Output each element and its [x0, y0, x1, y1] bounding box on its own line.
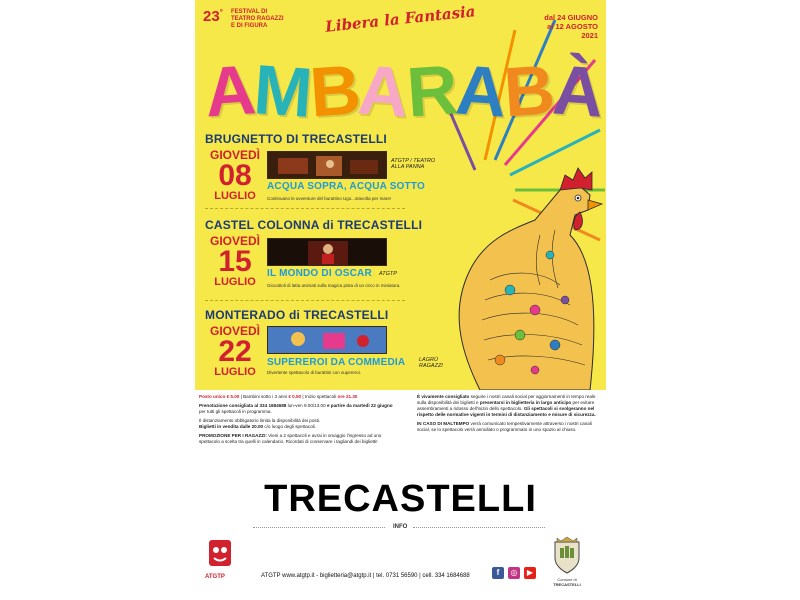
town-name: TRECASTELLI	[264, 478, 537, 520]
title-letter: À	[550, 50, 604, 132]
poster	[195, 0, 606, 600]
show-date: GIOVEDÌ 08 LUGLIO	[209, 148, 260, 202]
show-company: LAGRÙ RAGAZZI	[419, 357, 443, 369]
rooster-illustration	[440, 160, 605, 390]
info-divider-left	[253, 527, 385, 528]
show-title: IL MONDO DI OSCAR	[267, 268, 372, 279]
show-venue: CASTEL COLONNA di TRECASTELLI	[205, 218, 423, 232]
title-letter: A	[452, 50, 507, 132]
youtube-icon[interactable]: ▶	[524, 567, 536, 579]
show-photo	[267, 151, 387, 179]
title-letter: B	[501, 50, 556, 132]
title-letter: B	[307, 50, 362, 132]
poster-yellow-area	[195, 0, 606, 390]
show-photo	[267, 326, 387, 354]
info-label: INFO	[393, 524, 408, 530]
facebook-icon[interactable]: f	[492, 567, 504, 579]
title-letter: M	[250, 50, 313, 132]
show-venue: MONTERADO di TRECASTELLI	[205, 308, 389, 322]
festival-description: FESTIVAL DI TEATRO RAGAZZI E DI FIGURA	[231, 9, 284, 29]
atgtp-label: ATGTP	[205, 574, 225, 580]
show-description: Giocattoli di latta animati sulla magica pista di un circo in miniatura.	[267, 283, 401, 288]
show-description: Divertente spettacolo di burattini con supereroi.	[267, 370, 362, 375]
atgtp-logo-icon	[207, 538, 233, 572]
show-title: ACQUA SOPRA, ACQUA SOTTO	[267, 181, 425, 192]
show-title: SUPEREROI DA COMMEDIA	[267, 357, 406, 368]
show-company: ATGTP / TEATRO ALLA PANNA	[391, 158, 436, 170]
show-venue: BRUGNETTO DI TRECASTELLI	[205, 132, 387, 146]
festival-title	[202, 48, 604, 132]
show-company: ATGTP	[379, 271, 397, 277]
tagline: Libera la Fantasia	[324, 2, 477, 36]
section-divider	[205, 300, 405, 301]
title-letter: R	[404, 50, 459, 132]
section-divider	[205, 208, 405, 209]
show-date: GIOVEDÌ 15 LUGLIO	[209, 234, 260, 288]
instagram-icon[interactable]: ◎	[508, 567, 520, 579]
title-letter: A	[355, 50, 410, 132]
festival-dates: dal 24 GIUGNO al 12 AGOSTO 2021	[544, 13, 598, 40]
show-description: Continuano le avventure del burattino Ugo...stavolta per mare!	[267, 196, 392, 201]
comune-label: Comune di TRECASTELLI	[553, 577, 581, 587]
safety-info: È vivamente consigliato seguire i nostri canali social per aggiornamenti in tempo reale sulla disponibilità dei biglietti e presentarsi in biglietteria in largo anticipo per evitare assembramenti a ridosso dell'inizio dello spettacolo. Gli spettacoli si svolgeranno nel rispetto delle normative vigenti in termini di distanziamento e misure di sicurezza. IN CASO DI MALTEMPO verrà comunicato tempestivamente attraverso i nostri canali social, se lo spettacolo verrà annullato o programmato in uno spazio al chiuso.	[417, 394, 596, 432]
ticket-info: Posto unico € 5.00 | Bambini sotto i 3 anni € 0.50 | Inizio spettacoli ore 21.30 Prenotazione consigliata al 334 1684688 lun-ven 9.00/13.00 e partire da martedì 22 giugno per tutti gli spettacoli in programma. Il distanziamento obbligatorio limita la disponibilità dei posti. Biglietti in vendita dalle 20.00 c/o luogo degli spettacoli. PROMOZIONE PER I RAGAZZI: Vieni a 2 spettacoli e avrai in omaggio l'ingresso ad uno spettacolo a scelta tra quelli in calendario. Ricordati di conservare i tagliandi dei biglietti!	[199, 394, 393, 444]
title-letter: A	[202, 50, 257, 132]
comune-crest-icon	[551, 536, 583, 574]
edition-number: 23°	[203, 8, 223, 25]
info-divider-right	[413, 527, 545, 528]
show-photo	[267, 238, 387, 266]
show-date: GIOVEDÌ 22 LUGLIO	[209, 324, 260, 378]
contact-info: ATGTP www.atgtp.it - biglietteria@atgtp.it | tel. 0731 56590 | cell. 334 1684688	[261, 573, 470, 579]
